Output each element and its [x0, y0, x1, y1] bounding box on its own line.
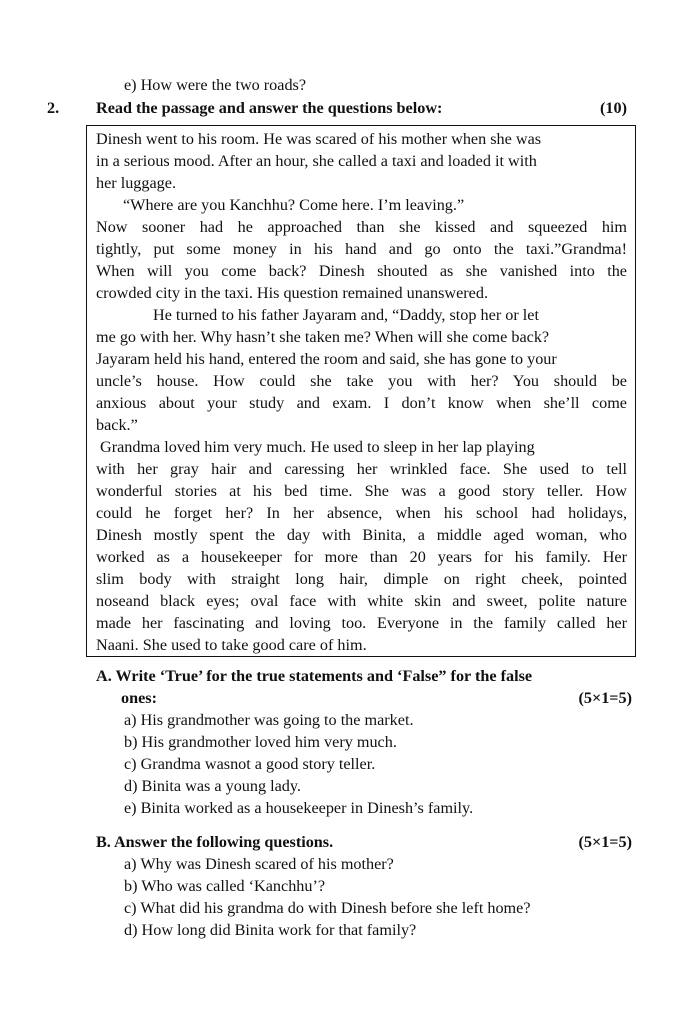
section-b-item: d) How long did Binita work for that family? — [124, 921, 417, 939]
section-a-item: c) Grandma wasnot a good story teller. — [124, 755, 376, 773]
passage-line: noseand black eyes; oval face with white skin and sweet, polite nature — [96, 592, 627, 610]
passage-line: Dinesh mostly spent the day with Binita, a middle aged woman, who — [96, 526, 627, 544]
section-a-marks: (5×1=5) — [578, 689, 632, 707]
passage-line: in a serious mood. After an hour, she called a taxi and loaded it with — [96, 152, 537, 170]
section-a-item: e) Binita worked as a housekeeper in Dinesh’s family. — [124, 799, 474, 817]
passage-line: Dinesh went to his room. He was scared of his mother when she was — [96, 130, 542, 148]
section-b-heading: B. Answer the following questions. — [96, 833, 334, 851]
section-b-item: b) Who was called ‘Kanchhu’? — [124, 877, 326, 895]
passage-line: back.” — [96, 416, 138, 434]
section-a-heading: A. Write ‘True’ for the true statements and ‘False” for the false — [96, 667, 533, 685]
passage-line: crowded city in the taxi. His question remained unanswered. — [96, 284, 488, 302]
passage-line: He turned to his father Jayaram and, “Daddy, stop her or let — [153, 306, 539, 324]
passage-line: Jayaram held his hand, entered the room and said, she has gone to your — [96, 350, 557, 368]
question-instruction: Read the passage and answer the questions below: — [96, 99, 443, 117]
passage-line: uncle’s house. How could she take you with her? You should be — [96, 372, 627, 390]
passage-line: anxious about your study and exam. I don’t know when she’ll come — [96, 394, 627, 412]
section-a-heading-cont: ones: — [121, 689, 157, 707]
section-b — [96, 831, 636, 941]
passage-line: made her fascinating and loving too. Everyone in the family called her — [96, 614, 627, 632]
passage-line: could he forget her? In her absence, when his school had holidays, — [96, 504, 627, 522]
question-marks: (10) — [600, 99, 627, 117]
previous-question-item-e: e) How were the two roads? — [124, 76, 307, 94]
passage-line: me go with her. Why hasn’t she taken me? When will she come back? — [96, 328, 550, 346]
passage-line: wonderful stories at his bed time. She was a good story teller. How — [96, 482, 627, 500]
passage-line: Grandma loved him very much. He used to sleep in her lap playing — [100, 438, 535, 456]
passage-line: worked as a housekeeper for more than 20 years for his family. Her — [96, 548, 627, 566]
section-a-item: b) His grandmother loved him very much. — [124, 733, 397, 751]
section-b-item: a) Why was Dinesh scared of his mother? — [124, 855, 394, 873]
section-b-marks: (5×1=5) — [578, 833, 632, 851]
section-a-item: d) Binita was a young lady. — [124, 777, 301, 795]
passage-line: her luggage. — [96, 174, 177, 192]
section-a-item: a) His grandmother was going to the market. — [124, 711, 414, 729]
passage-line: Now sooner had he approached than she kissed and squeezed him — [96, 218, 627, 236]
passage-box — [86, 125, 636, 657]
section-b-heading-row — [96, 831, 636, 853]
passage-line: with her gray hair and caressing her wrinkled face. She used to tell — [96, 460, 627, 478]
passage-line: “Where are you Kanchhu? Come here. I’m leaving.” — [123, 196, 465, 214]
section-a — [96, 665, 636, 819]
passage-line: slim body with straight long hair, dimple on right cheek, pointed — [96, 570, 627, 588]
passage-line: Naani. She used to take good care of him. — [96, 636, 367, 654]
question-number: 2. — [47, 99, 60, 117]
section-a-heading-line2 — [96, 687, 636, 709]
passage-line: tightly, put some money in his hand and go onto the taxi.”Grandma! — [96, 240, 627, 258]
section-b-item: c) What did his grandma do with Dinesh before she left home? — [124, 899, 531, 917]
passage-line: When will you come back? Dinesh shouted as she vanished into the — [96, 262, 627, 280]
